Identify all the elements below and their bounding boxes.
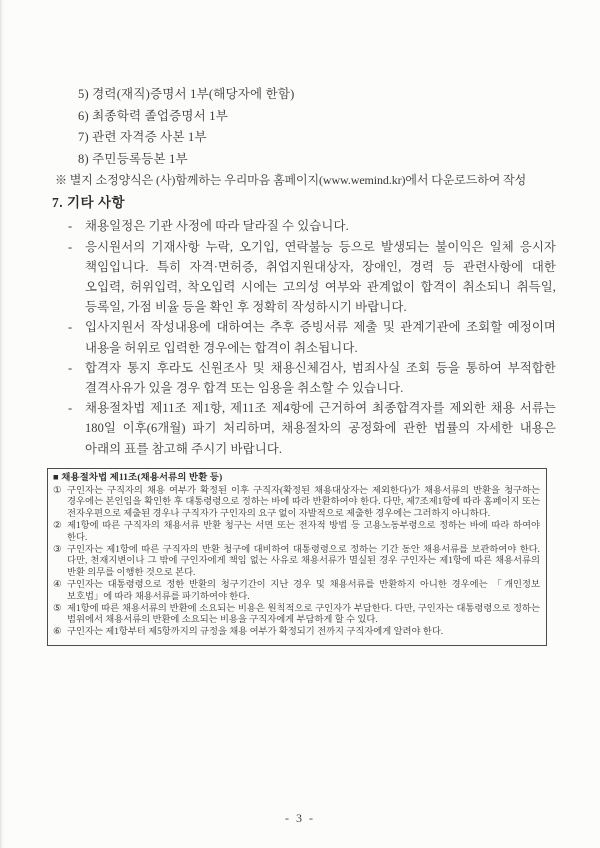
- bullet-dash: -: [68, 320, 73, 335]
- bullet-item: [68, 216, 556, 236]
- law-item-text: 구인자는 대통령령으로 정한 반환의 청구기간이 지난 경우 및 채용서류를 반환하지 아니한 경우에는 「개인정보 보호법」에 따라 채용서류를 파기하여야 한다.: [67, 579, 540, 602]
- law-item-number: ④: [53, 579, 62, 590]
- bullet-dash: -: [68, 219, 73, 234]
- bullet-dash: -: [68, 360, 73, 375]
- bullet-item: [68, 398, 556, 459]
- law-item-text: 구인자는 제1항에 따른 구직자의 반환 청구에 대비하여 대통령령으로 정하는 기간 동안 채용서류를 보관하여야 한다. 다만, 천재지변이나 그 밖에 구인자에게 책임 없는 사유로 채용서류가 멸실된 경우 구인자는 제1항에 따른 채용서류의 반환 의무를 이행한 것으로 본다.: [67, 544, 540, 579]
- bullet-text: 채용일정은 기관 사정에 따라 달라질 수 있습니다.: [85, 219, 349, 234]
- law-item: [53, 545, 540, 580]
- bullet-dash: -: [68, 401, 73, 416]
- attachment-list: [78, 84, 556, 170]
- bullet-text: 응시원서의 기재사항 누락, 오기입, 연락불능 등으로 발생되는 불이익은 일체 응시자 책임입니다. 특히 자격·면허증, 취업지원대상자, 장애인, 경력 등 관련사항에 대한 오입력, 허위입력, 착오입력 시에는 고의성 여부와 관계없이 합격이 취소되니 취득일, 등록일, 가점 비율 등을 확인 후 정확히 작성하시기 바랍니다.: [85, 239, 556, 315]
- bullet-dash: -: [68, 239, 73, 254]
- law-item-number: ①: [53, 485, 62, 496]
- law-item-text: 제1항에 따른 구직자의 채용서류 반환 청구는 서면 또는 전자적 방법 등 고용노동부령으로 정하는 바에 따라 하여야 한다.: [67, 521, 540, 543]
- law-item: [53, 604, 540, 628]
- law-item-number: ③: [53, 544, 62, 555]
- law-item: [53, 486, 540, 521]
- attachment-item: 5) 경력(재직)증명서 1부(해당자에 한함): [78, 87, 295, 101]
- form-download-note: ※ 별지 소정양식은 (사)함께하는 우리마음 홈페이지(www.wemind.kr)에서 다운로드하여 작성: [55, 173, 527, 188]
- law-item: [53, 521, 540, 545]
- law-reference-box: [47, 468, 547, 646]
- page-number: - 3 -: [285, 811, 315, 825]
- bullet-item: [68, 237, 556, 318]
- attachment-item: 7) 관련 자격증 사본 1부: [78, 130, 207, 145]
- law-box-title: ■ 채용절차법 제11조(채용서류의 반환 등): [53, 472, 223, 483]
- attachment-item: 6) 최종학력 졸업증명서 1부: [78, 108, 228, 123]
- law-item-number: ②: [53, 521, 62, 531]
- law-item-number: ⑤: [53, 603, 62, 614]
- attachment-item: 8) 주민등록등본 1부: [78, 151, 188, 166]
- law-item-text: 구인자는 제1항부터 제5항까지의 규정을 채용 여부가 확정되기 전까지 구직자에게 알려야 한다.: [67, 627, 444, 638]
- law-item-text: 구인자는 구직자의 채용 여부가 확정된 이후 구직자(확정된 채용대상자는 제외한다)가 채용서류의 반환을 청구하는 경우에는 본인임을 확인한 후 대통령령으로 정하는 바에 따라 반환하여야 한다. 다만, 제7조제1항에 따라 홈페이지 또는 전자우편으로 제출된 경우나 구직자가 구인자의 요구 없이 자발적으로 제출한 경우에는 그러하지 아니하다.: [67, 485, 540, 520]
- bullet-item: [68, 358, 556, 398]
- law-item: [53, 627, 540, 639]
- law-item-number: ⑥: [53, 627, 62, 638]
- law-item-text: 제1항에 따른 채용서류의 반환에 소요되는 비용은 원칙적으로 구인자가 부담한다. 다만, 구인자는 대통령령으로 정하는 범위에서 채용서류의 반환에 소요되는 비용을 구직자에게 부담하게 할 수 있다.: [67, 603, 540, 626]
- misc-items-list: [68, 216, 556, 458]
- section-heading: 7. 기타 사항: [52, 195, 126, 211]
- bullet-text: 채용절차법 제11조 제1항, 제11조 제4항에 근거하여 최종합격자를 제외한 채용 서류는 180일 이후(6개월) 파기 처리하며, 채용절차의 공정화에 관한 법률의 자세한 내용은 아래의 표를 참고해 주시기 바랍니다.: [85, 401, 556, 456]
- bullet-text: 합격자 통지 후라도 신원조사 및 채용신체검사, 범죄사실 조회 등을 통하여 부적합한 결격사유가 있을 경우 합격 또는 임용을 취소할 수 있습니다.: [85, 360, 556, 395]
- bullet-text: 입사지원서 작성내용에 대하여는 추후 증빙서류 제출 및 관계기관에 조회할 예정이며 내용을 허위로 입력한 경우에는 합격이 취소됩니다.: [85, 320, 556, 355]
- law-item: [53, 580, 540, 604]
- bullet-item: [68, 317, 556, 357]
